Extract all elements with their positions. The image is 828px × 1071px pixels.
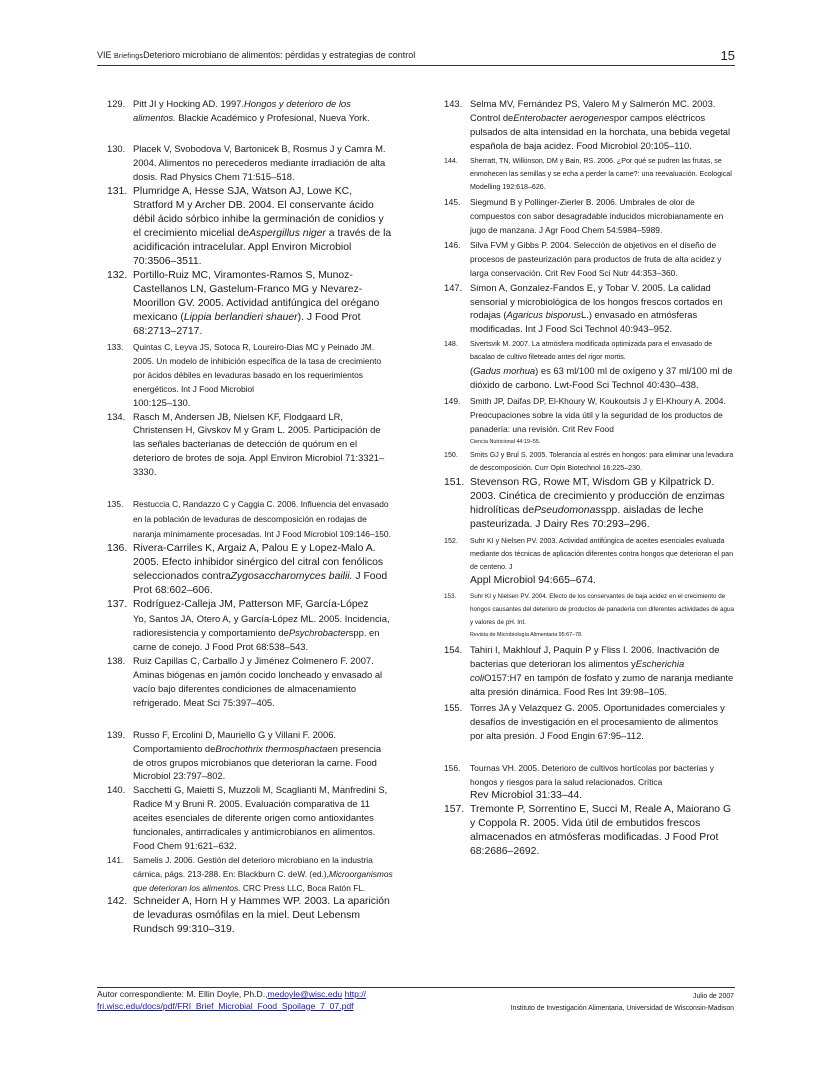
reference-139: 139. Russo F, Ercolini D, Mauriello G y Villani F. 2006. Comportamiento deBrochothrix thermosphactaen presencia de otros grupos microbianos que deterioran la carne. Food Microbiol 23:797–802. <box>107 728 382 782</box>
series-name: VIE <box>97 50 115 60</box>
series-subname: Briefings <box>114 53 144 60</box>
reference-131: 131. Plumridge A, Hesse SJA, Watson AJ, Lowe KC, Stratford M y Archer DB. 2004. El conservante ácido débil ácido sórbico inhibe la germinación de conidios y el crecimiento micelial deAspergillus niger a través de la acidificación intracelular. Appl Environ Microbiol 70:3506–3511. <box>107 185 392 267</box>
reference-150: 150. Smits GJ y Brul S. 2005. Tolerancia al estrés en hongos: para eliminar una levadura de descomposición. Curr Opin Biotechnol 16:225–230. <box>444 451 734 473</box>
reference-157: 157. Tremonte P, Sorrentino E, Succi M, Reale A, Maiorano G y Coppola R. 2005. Vida útil de embutidos frescos almacenados en atmósferas modificadas. J Food Prot 68:2686–2692. <box>444 803 732 857</box>
reference-134: 134. Rasch M, Andersen JB, Nielsen KF, Flodgaard LR, Christensen H, Givskov M y Gram L. 2005. Participación de las señales bacterianas de detección de quórum en el deterioro de brotes de soja. Appl Environ Microbiol 71:3321–3330. <box>107 410 385 478</box>
reference-142: 142. Schneider A, Horn H y Hammes WP. 2003. La aparición de levaduras osmófilas en la miel. Deut Lebensm Rundsch 99:310–319. <box>107 895 390 936</box>
left-column <box>107 97 394 937</box>
reference-153: 153. Suhr KI y Nielsen PV. 2004. Efecto de los conservantes de baja acidez en el crecimiento de hongos causantes del deterioro de productos de panadería con diferentes actividades de agua y valores de pH. Int. Revista de Microbiología Alimentaria 95:67–78. <box>444 593 734 639</box>
footer-divider <box>97 987 735 988</box>
reference-132: 132. Portillo-Ruiz MC, Viramontes-Ramos S, Munoz-Castellanos LN, Gastelum-Franco MG y Nevarez-Moorillon GV. 2005. Actividad antifúngica del orégano mexicano (Lippia berlandieri shauer). J Food Prot 68:2713–2717. <box>107 270 380 338</box>
reference-148: 148. Sivertsvik M. 2007. La atmósfera modificada optimizada para el envasado de bacalao de cultivo fileteado antes del rigor mortis. (Gadus morhua) es 63 ml/100 ml de oxígeno y 37 ml/100 ml de dióxido de carbono. Lwt-Food Sci Technol 40:430–438. <box>444 340 733 391</box>
author-email-link[interactable]: medoyle@wisc.edu <box>267 989 343 999</box>
reference-138: 138. Ruiz Capillas C, Carballo J y Jiménez Colmenero F. 2007. Aminas biógenas en jamón cocido loncheado y envasado al vacío bajo diferentes condiciones de almacenamiento refrigerado. Meat Sci 75:397–405. <box>107 655 383 708</box>
reference-156: 156. Tournas VH. 2005. Deterioro de cultivos hortícolas por bacterias y hongos y riesgos para la salud relacionados. Crítica Rev Microbiol 31:33–44. <box>444 762 714 801</box>
reference-143: 143. Selma MV, Fernández PS, Valero M y Salmerón MC. 2003. Control deEnterobacter aerogenespor campos eléctricos pulsados de alta intensidad en la horchata, una bebida vegetal española de baja acidez. Food Microbiol 20:105–110. <box>444 98 731 151</box>
document-title: Deterioro microbiano de alimentos: pérdidas y estrategias de control <box>143 50 416 60</box>
footer-institute: Instituto de Investigación Alimentaria, Universidad de Wisconsin-Madison <box>510 1005 734 1012</box>
page-number: 15 <box>720 48 735 63</box>
reference-146: 146. Silva FVM y Gibbs P. 2004. Selección de objetivos en el diseño de procesos de pasteurización para productos de fruta de alta acidez y larga conservación. Crit Rev Food Sci Nutr 44:353–360. <box>444 239 722 278</box>
reference-152: 152. Suhr KI y Nielsen PV. 2003. Actividad antifúngica de aceites esenciales evaluada mediante dos técnicas de aplicación diferentes contra hongos que deterioran el pan de centeno. J Appl Microbiol 94:665–674. <box>444 537 734 587</box>
running-title <box>97 50 415 60</box>
reference-149: 149. Smith JP, Daifas DP, El-Khoury W, Koukoutsis J y El-Khoury A. 2004. Preocupaciones sobre la vida útil y la seguridad de los productos de panadería: una revisión. Crit Rev Food Ciencia Nutricional 44:19–55. <box>444 396 726 446</box>
reference-141: 141. Samelis J. 2006. Gestión del deterioro microbiano en la industria cárnica, págs. 213-288. En: Blackburn C. deW. (ed.),Microorganismos que deterioran los alimentos. CRC Press LLC, Boca Ratón FL. <box>107 854 393 893</box>
reference-140: 140. Sacchetti G, Maietti S, Muzzoli M, Scaglianti M, Manfredini S, Radice M y Bruni R. 2005. Evaluación comparativa de 11 aceites esenciales de diferente origen como antioxidantes funcionales, antirradicales y antimicrobianos en alimentos. Food Chem 91:621–632. <box>107 784 388 851</box>
reference-136: 136. Rivera-Carriles K, Argaiz A, Palou E y Lopez-Malo A. 2005. Efecto inhibidor sinérgico del citral con fenólicos seleccionados contraZygosaccharomyces bailii. J Food Prot 68:602–606. <box>107 543 388 597</box>
reference-155: 155. Torres JA y Velazquez G. 2005. Oportunidades comerciales y desafíos de investigación en el procesamiento de alimentos por alta presión. J Food Engin 67:95–112. <box>444 702 725 741</box>
footer-info <box>511 991 734 1015</box>
reference-137: 137. Rodríguez-Calleja JM, Patterson MF, García-López Yo, Santos JA, Otero A, y García-López ML. 2005. Incidencia, radioresistencia y comportamiento dePsychrobacterspp. en carne de conejo. J Food Prot 68:538–543. <box>107 599 390 653</box>
brief-url-link-start[interactable]: http:// <box>344 989 367 999</box>
reference-135: 135. Restuccia C, Randazzo C y Caggia C. 2006. Influencia del envasado en la población de levaduras de descomposición en rodajas de naranja mínimamente procesadas. Int J Food Microbiol 109:146–150. <box>107 499 391 540</box>
reference-145: 145. Siegmund B y Pollinger-Zierler B. 2006. Umbrales de olor de compuestos con sabor desagradable inducidos microbianamente en jugo de manzana. J Agr Food Chem 54:5984–5989. <box>444 196 724 235</box>
reference-130: 130. Placek V, Svobodova V, Bartonicek B, Rosmus J y Camra M. 2004. Alimentos no perecederos mediante irradiación de alta dosis. Rad Physics Chem 71:515–518. <box>107 142 386 182</box>
reference-151: 151. Stevenson RG, Rowe MT, Wisdom GB y Kilpatrick D. 2003. Cinética de crecimiento y producción de enzimas hidrolíticas dePseudomonasspp. aisladas de leche pasteurizada. J Dairy Res 70:293–296. <box>444 477 725 531</box>
author-label: Autor correspondiente: M. Ellin Doyle, Ph.D., <box>97 989 268 999</box>
footer-author <box>97 989 417 1012</box>
reference-154: 154. Tahiri I, Makhlouf J, Paquin P y Fliss I. 2006. Inactivación de bacterias que deterioran los alimentos yEscherichia coliO157:H7 en tampón de fosfato y zumo de naranja mediante alta presión dinámica. Food Res Int 39:98–105. <box>444 644 734 698</box>
reference-147: 147. Simon A, Gonzalez-Fandos E, y Tobar V. 2005. La calidad sensorial y microbiológica de los hongos frescos cortados en rodajas (Agaricus bisporusL.) envasado en atmósferas modificadas. Int J Food Sci Technol 40:943–952. <box>444 281 723 335</box>
brief-url-link[interactable]: fri.wisc.edu/docs/pdf/FRI_Brief_Microbial_Food_Spoilage_7_07.pdf <box>97 1000 354 1011</box>
right-column <box>444 97 734 859</box>
footer-date: Julio de 2007 <box>693 993 734 1000</box>
reference-133: 133. Quintas C, Leyva JS, Sotoca R, Loureiro-Dias MC y Peinado JM. 2005. Un modelo de inhibición específica de la tasa de crecimiento por ácidos débiles en levaduras basado en los requerimientos energéticos. Int J Food Microbiol 100:125–130. <box>107 341 382 408</box>
reference-144: 144. Sherratt, TN, Wilkinson, DM y Bain, RS. 2006. ¿Por qué se pudren las frutas, se enmohecen las semillas y se echa a perder la carne?: una reevaluación. Ecological Modelling 192:618–626. <box>444 156 732 191</box>
reference-129: 129. Pitt JI y Hocking AD. 1997.Hongos y deterioro de los alimentos. Blackie Académico y Profesional, Nueva York. <box>107 98 370 123</box>
page-header <box>97 48 735 66</box>
